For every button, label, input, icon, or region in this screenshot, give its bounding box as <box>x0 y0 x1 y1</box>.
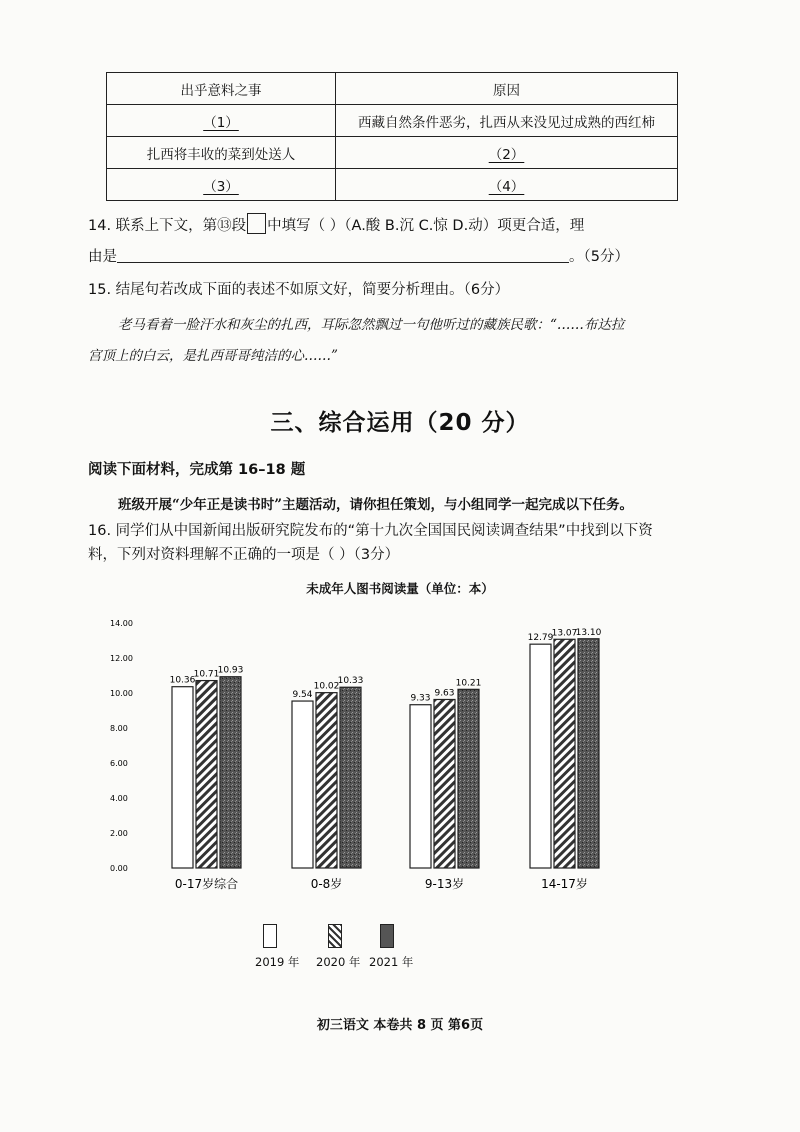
reading-heading: 阅读下面材料，完成第 16–18 题 <box>88 462 306 478</box>
table-cell: 西藏自然条件恶劣，扎西从来没见过成熟的西红柿 <box>336 105 678 137</box>
bar-chart <box>100 600 660 900</box>
bar <box>530 644 551 868</box>
category-label: 9-13岁 <box>424 877 465 891</box>
bar-value-label: 10.02 <box>313 681 340 692</box>
bar <box>292 701 313 868</box>
bar-value-label: 13.07 <box>551 628 578 639</box>
blank-label: （2） <box>488 146 525 163</box>
bar-value-label: 10.71 <box>193 669 220 680</box>
table-cell-blank <box>107 169 336 201</box>
answer-box <box>247 213 266 234</box>
y-tick-label: 8.00 <box>110 724 128 733</box>
question-15-quote-line-1: 老马看着一脸汗水和灰尘的扎西，耳际忽然飘过一句他听过的藏族民歌：“……布达拉 <box>118 317 625 333</box>
table-cell-blank <box>107 105 336 137</box>
blank-label: （1） <box>203 114 239 131</box>
bar <box>172 687 193 868</box>
bar-value-label: 12.79 <box>527 633 554 644</box>
legend-label-2021: 2021 年 <box>369 955 414 969</box>
table-row <box>107 169 678 201</box>
legend-swatch-2019 <box>263 924 277 948</box>
table-cell-blank <box>336 169 678 201</box>
y-tick-label: 0.00 <box>110 864 128 873</box>
legend-label-2020: 2020 年 <box>316 955 361 969</box>
y-tick-label: 6.00 <box>110 759 128 768</box>
table-cell: 扎西将丰收的菜到处送人 <box>107 137 336 169</box>
y-tick-label: 14.00 <box>110 619 133 628</box>
bar <box>220 677 241 868</box>
category-label: 0-17岁综合 <box>174 877 239 891</box>
y-tick-label: 4.00 <box>110 794 128 803</box>
table-row <box>107 137 678 169</box>
blank-label: （3） <box>203 178 239 195</box>
question-16-line-2: 料，下列对资料理解不正确的一项是（ ）（3分） <box>88 547 400 563</box>
category-label: 14-17岁 <box>541 877 588 891</box>
page-footer: 初三语文 本卷共 8 页 第6页 <box>316 1018 484 1033</box>
bar-value-label: 9.33 <box>410 693 431 704</box>
legend-swatch-2020 <box>328 924 342 948</box>
question-15-quote-line-2: 宫顶上的白云，是扎西哥哥纯洁的心……” <box>88 348 338 364</box>
bar <box>554 639 575 868</box>
bar <box>578 639 599 868</box>
reading-intro: 班级开展“少年正是读书时”主题活动，请你担任策划，与小组同学一起完成以下任务。 <box>118 497 634 513</box>
bar-value-label: 10.33 <box>337 676 364 687</box>
bar <box>410 705 431 868</box>
bar <box>434 699 455 868</box>
bar-value-label: 13.10 <box>575 627 602 638</box>
bars <box>170 628 602 868</box>
legend-swatch-2021 <box>380 924 394 948</box>
section-title: 三、综合运用（20 分） <box>270 410 530 436</box>
blank-label: （4） <box>488 178 525 195</box>
bar-value-label: 10.21 <box>455 678 482 689</box>
category-label: 0-8岁 <box>310 877 343 891</box>
y-tick-label: 2.00 <box>110 829 128 838</box>
question-14-text-a: 14. 联系上下文，第⑬段 <box>88 218 247 234</box>
bar-value-label: 9.63 <box>434 688 455 699</box>
table-header-cell: 原因 <box>336 73 678 105</box>
y-tick-label: 10.00 <box>110 689 133 698</box>
bar <box>340 687 361 868</box>
bar-value-label: 9.54 <box>292 690 313 701</box>
legend-label-2019: 2019 年 <box>255 955 300 969</box>
question-14-line-2 <box>88 245 629 266</box>
answer-table <box>106 72 678 201</box>
question-14-text-d: 。（5分） <box>569 249 629 265</box>
bar <box>316 693 337 868</box>
category-labels <box>175 876 588 891</box>
question-14-text-b: 中填写（ ）（A.酸 B.沉 C.惊 D.动）项更合适，理 <box>267 218 585 234</box>
bar <box>458 689 479 868</box>
question-14-line-1 <box>88 213 584 235</box>
y-tick-label: 12.00 <box>110 654 133 663</box>
table-header-row <box>107 73 678 105</box>
bar-value-label: 10.36 <box>169 675 196 686</box>
table-header-cell: 出乎意料之事 <box>107 73 336 105</box>
answer-line <box>117 248 569 263</box>
y-axis <box>110 619 133 873</box>
question-14-text-c: 由是 <box>88 249 117 265</box>
bar <box>196 681 217 868</box>
bar-value-label: 10.93 <box>217 665 244 676</box>
table-row <box>107 105 678 137</box>
question-16-line-1: 16. 同学们从中国新闻出版研究院发布的“第十九次全国国民阅读调查结果”中找到以下资 <box>88 523 653 539</box>
table-cell-blank <box>336 137 678 169</box>
chart-title: 未成年人图书阅读量（单位：本） <box>306 581 494 596</box>
question-15-text: 15. 结尾句若改成下面的表述不如原文好，简要分析理由。（6分） <box>88 282 510 298</box>
